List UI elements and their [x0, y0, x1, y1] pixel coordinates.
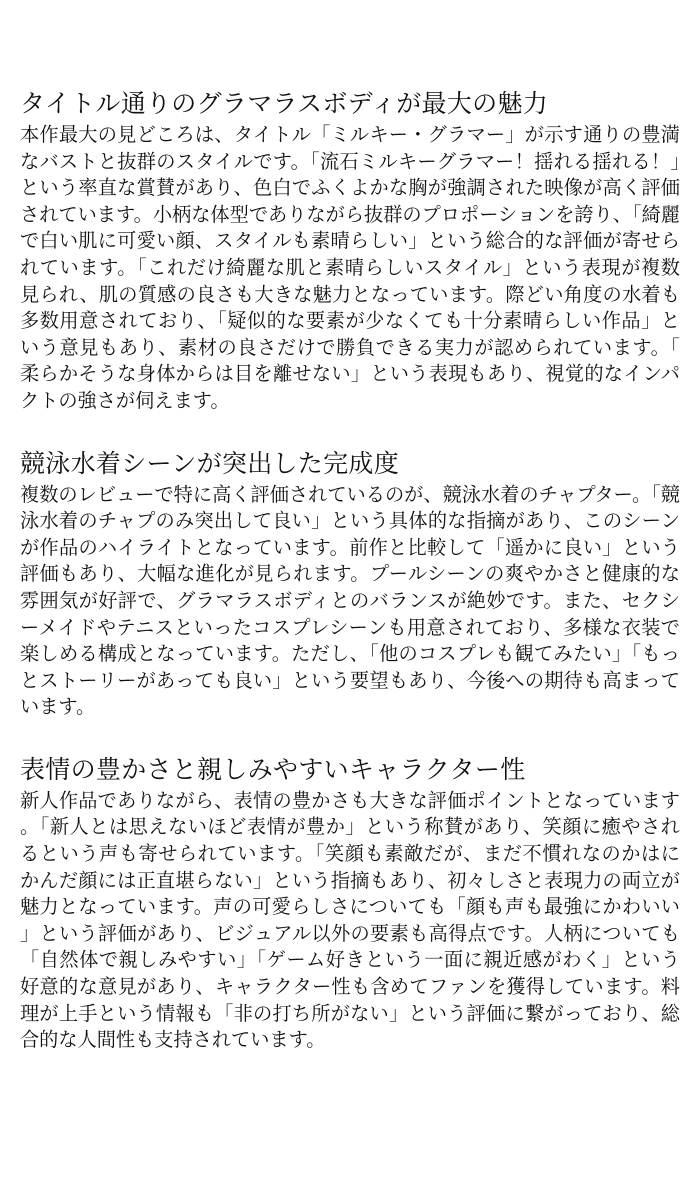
section-heading: 競泳水着シーンが突出した完成度 — [20, 448, 400, 478]
section-heading: タイトル通りのグラマラスボディが最大の魅力 — [20, 89, 549, 118]
section-glamorous-body — [20, 88, 680, 415]
section-body: 本作最大の見どころは、タイトル「ミルキー・グラマー」が示す通りの豊満なバストと抜群のスタイルです。「流石ミルキーグラマー！揺れる揺れる！」という率直な賞賛があり、色白でふくよかな胸が強調された映像が高く評価されています。小柄な体型でありながら抜群のプロポーションを誇り、「綺麗で白い肌に可愛い顔、スタイルも素晴らしい」という総合的な評価が寄せられています。「これだけ綺麗な肌と素晴らしいスタイル」という表現が複数見られ、肌の質感の良さも大きな魅力となっています。際どい角度の水着も多数用意されており、「疑似的な要素が少なくても十分素晴らしい作品」という意見もあり、素材の良さだけで勝負できる実力が認められています。「柔らかそうな身体からは目を離せない」という表現もあり、視覚的なインパクトの強さが伺えます。 — [20, 123, 680, 412]
section-expressions-character — [20, 754, 680, 1054]
section-body: 複数のレビューで特に高く評価されているのが、競泳水着のチャプター。「競泳水着のチャプのみ突出して良い」という具体的な指摘があり、このシーンが作品のハイライトとなっています。前作と比較して「遥かに良い」という評価もあり、大幅な進化が見られます。プールシーンの爽やかさと健康的な雰囲気が好評で、グラマラスボディとのバランスが絶妙です。また、セクシーメイドやテニスといったコスプレシーンも用意されており、多様な衣装で楽しめる構成となっています。ただし、「他のコスプレも観てみたい」「もっとストーリーがあっても良い」という要望もあり、今後への期待も高まっています。 — [20, 482, 680, 719]
section-swimsuit-scene — [20, 448, 680, 721]
section-body: 新人作品でありながら、表情の豊かさも大きな評価ポイントとなっています。「新人とは思えないほど表情が豊か」という称賛があり、笑顔に癒やされるという声も寄せられています。「笑顔も素敵だが、まだ不慣れなのかはにかんだ顔には正直堪らない」という指摘もあり、初々しさと表現力の両立が魅力となっています。声の可愛らしさについても「顔も声も最強にかわいい」という評価があり、ビジュアル以外の要素も高得点です。人柄についても「自然体で親しみやすい」「ゲーム好きという一面に親近感がわく」という好意的な意見があり、キャラクター性も含めてファンを獲得しています。料理が上手という情報も「非の打ち所がない」という評価に繋がっており、総合的な人間性も支持されています。 — [20, 788, 680, 1052]
section-heading: 表情の豊かさと親しみやすいキャラクター性 — [20, 754, 526, 784]
